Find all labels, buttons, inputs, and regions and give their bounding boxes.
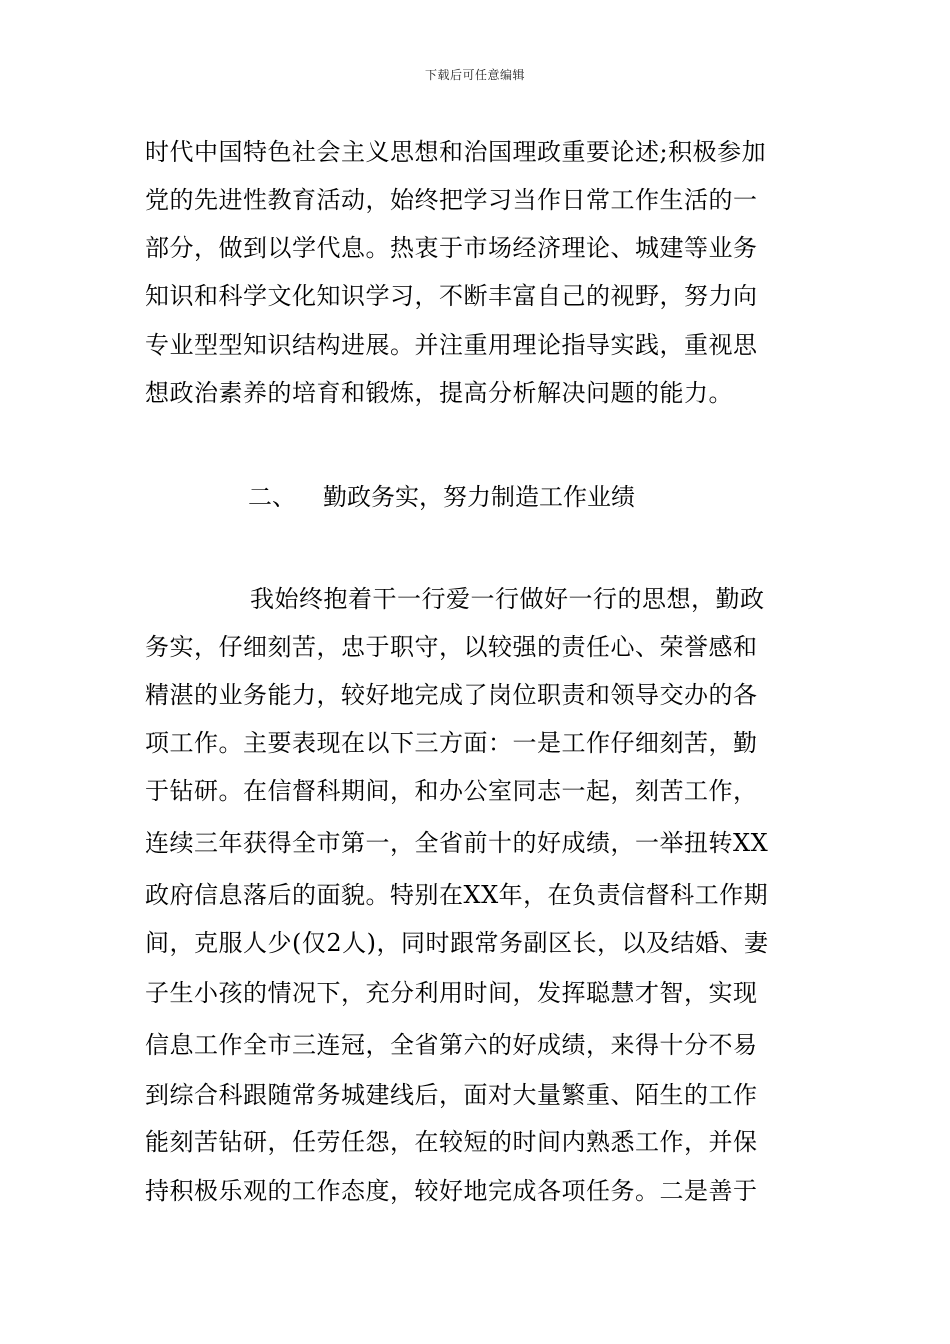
- paragraph-2-line: 我始终抱着干一行爱一行做好一行的思想，勤政: [250, 585, 765, 613]
- paragraph-2-line: 精湛的业务能力，较好地完成了岗位职责和领导交办的各: [145, 681, 758, 709]
- paragraph-2-line: 信息工作全市三连冠，全省第六的好成绩，来得十分不易: [145, 1031, 758, 1059]
- paragraph-2-line: 务实，仔细刻苦，忠于职守，以较强的责任心、荣誉感和: [145, 633, 758, 661]
- paragraph-2-line: 于钻研。在信督科期间，和办公室同志一起，刻苦工作，: [145, 777, 758, 805]
- paragraph-2-line: 项工作。主要表现在以下三方面：一是工作仔细刻苦，勤: [145, 729, 758, 757]
- paragraph-1-line: 知识和科学文化知识学习，不断丰富自己的视野，努力向: [145, 282, 758, 310]
- section-number: 二、: [248, 483, 296, 511]
- page-header-note: 下载后可任意编辑: [424, 68, 525, 82]
- paragraph-1-line: 部分，做到以学代息。热衷于市场经济理论、城建等业务: [145, 234, 758, 262]
- paragraph-2-line: 子生小孩的情况下，充分利用时间，发挥聪慧才智，实现: [145, 979, 758, 1007]
- paragraph-1-line: 时代中国特色社会主义思想和治国理政重要论述;积极参加: [145, 138, 767, 166]
- paragraph-2-line: 到综合科跟随常务城建线后，面对大量繁重、陌生的工作: [145, 1081, 758, 1109]
- paragraph-1-line: 想政治素养的培育和锻炼，提高分析解决问题的能力。: [145, 379, 733, 407]
- paragraph-2-line: 连续三年获得全市第一，全省前十的好成绩，一举扭转XX: [145, 829, 769, 857]
- paragraph-2-line: 能刻苦钻研，任劳任怨，在较短的时间内熟悉工作，并保: [145, 1128, 758, 1156]
- paragraph-2-line: 持积极乐观的工作态度，较好地完成各项任务。二是善于: [145, 1177, 758, 1205]
- paragraph-1-line: 专业型型知识结构进展。并注重用理论指导实践，重视思: [145, 331, 758, 359]
- paragraph-1-line: 党的先进性教育活动，始终把学习当作日常工作生活的一: [145, 186, 758, 214]
- section-title: 勤政务实，努力制造工作业绩: [323, 483, 635, 511]
- paragraph-2-line: 政府信息落后的面貌。特别在XX年，在负责信督科工作期: [145, 881, 769, 909]
- paragraph-2-line: 间，克服人少(仅2人)，同时跟常务副区长，以及结婚、妻: [145, 929, 769, 957]
